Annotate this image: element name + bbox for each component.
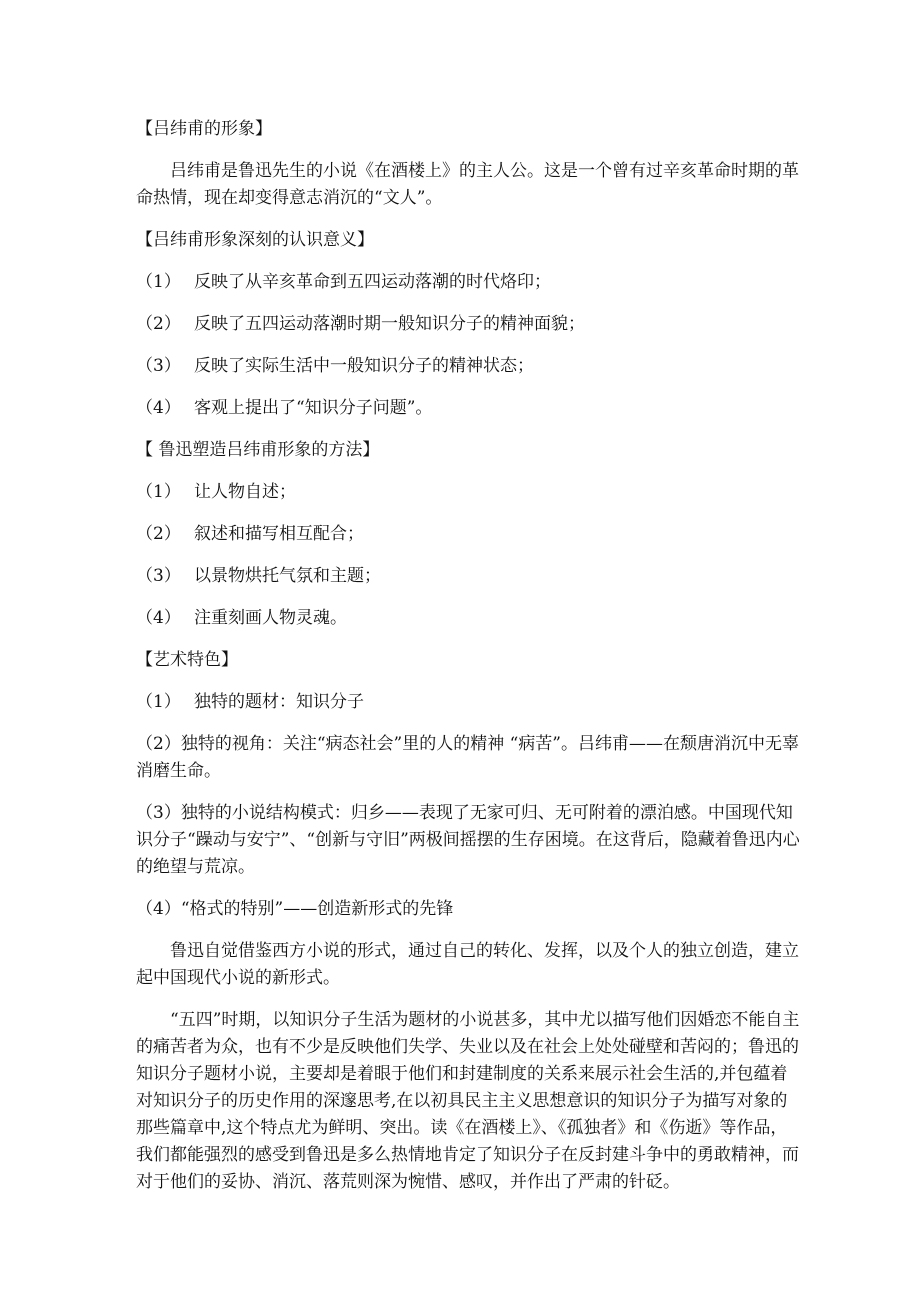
list-item (136, 269, 800, 296)
list-item-text: 叙述和描写相互配合； (194, 524, 364, 544)
list-item (136, 311, 800, 338)
list-item-number: （4） (136, 398, 181, 418)
heading-methods: 【 鲁迅塑造吕纬甫形象的方法】 (136, 440, 380, 460)
list-item (136, 689, 800, 716)
list-item-text: 反映了五四运动落潮时期一般知识分子的精神面貌； (194, 314, 585, 334)
list-item-text: 独特的题材：知识分子 (194, 692, 364, 712)
list-item-number: （1） (136, 482, 181, 502)
list-item-number: （1） (136, 272, 181, 292)
list-item-number: （3） (136, 356, 181, 376)
list-item-text: 反映了实际生活中一般知识分子的精神状态； (194, 356, 534, 376)
paragraph-image: 吕纬甫是鲁迅先生的小说《在酒楼上》的主人公。这是一个曾有过辛亥革命时期的革命热情，现在却变得意志消沉的“文人”。 (136, 161, 799, 208)
list-item-number: （1） (136, 692, 181, 712)
paragraph-may-fourth: “五四”时期，以知识分子生活为题材的小说甚多，其中尤以描写他们因婚恋不能自主的痛苦者为众，也有不少是反映他们失学、失业以及在社会上处处碰壁和苦闷的；鲁迅的知识分子题材小说，主要却是着眼于他们和封建制度的关系来展示社会生活的,并包蕴着对知识分子的历史作用的深邃思考,在以初具民主主义思想意识的知识分子为描写对象的那些篇章中,这个特点尤为鲜明、突出。读《在酒楼上》、《孤独者》和《伤逝》等作品，我们都能强烈的感受到鲁迅是多么热情地肯定了知识分子在反封建斗争中的勇敢精神，而对于他们的妥协、消沉、落荒则深为惋惜、感叹，并作出了严肃的针砭。 (136, 1010, 800, 1192)
list-item (136, 395, 800, 422)
list-item-number: （2） (136, 524, 181, 544)
art-item-2: （2）独特的视角：关注“病态社会”里的人的精神 “病苦”。吕纬甫——在颓唐消沉中无辜消磨生命。 (136, 734, 799, 781)
list-item-text: 让人物自述； (194, 482, 296, 502)
list-item (136, 563, 800, 590)
list-item-number: （3） (136, 566, 181, 586)
art-item-4: （4）“格式的特别”——创造新形式的先锋 (136, 899, 454, 919)
list-item-text: 注重刻画人物灵魂。 (194, 608, 347, 628)
list-item (136, 605, 800, 632)
art-item-3: （3）独特的小说结构模式：归乡——表现了无家可归、无可附着的漂泊感。中国现代知识分子“躁动与安宁”、“创新与守旧”两极间摇摆的生存困境。在这背后，隐藏着鲁迅内心的绝望与荒凉。 (136, 803, 800, 877)
heading-image: 【吕纬甫的形象】 (136, 119, 272, 139)
list-item (136, 353, 800, 380)
list-item-text: 以景物烘托气氛和主题； (194, 566, 381, 586)
list-item (136, 479, 800, 506)
list-item-number: （4） (136, 608, 181, 628)
list-item-number: （2） (136, 314, 181, 334)
list-item-text: 反映了从辛亥革命到五四运动落潮的时代烙印； (194, 272, 551, 292)
heading-significance: 【吕纬甫形象深刻的认识意义】 (136, 230, 374, 250)
heading-art: 【艺术特色】 (136, 650, 238, 670)
paragraph-form: 鲁迅自觉借鉴西方小说的形式，通过自己的转化、发挥，以及个人的独立创造，建立起中国现代小说的新形式。 (136, 941, 799, 988)
list-item (136, 521, 800, 548)
list-item-text: 客观上提出了“知识分子问题”。 (194, 398, 433, 418)
